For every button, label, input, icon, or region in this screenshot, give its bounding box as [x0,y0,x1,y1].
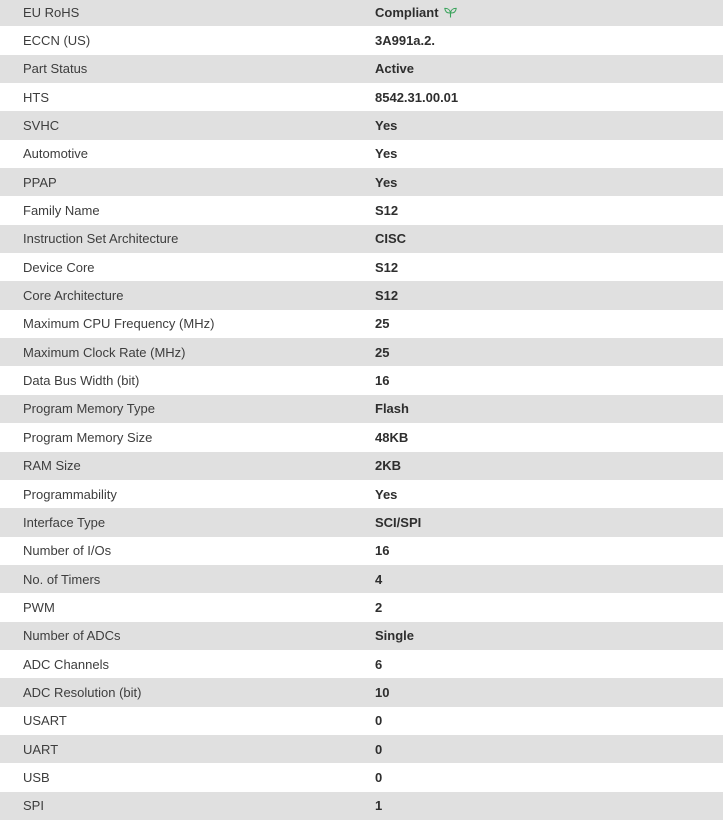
spec-row-timers [0,565,723,593]
spec-row-pwm [0,593,723,621]
spec-value: 25 [375,344,390,360]
spec-label: ECCN (US) [23,33,91,49]
spec-label: No. of Timers [23,571,101,587]
spec-row-device-core [0,253,723,281]
spec-row-interface-type [0,508,723,536]
spec-value: 4 [375,571,383,587]
spec-value: Yes [375,146,398,162]
spec-value: Single [375,628,415,644]
spec-row-ram-size [0,452,723,480]
spec-label: Device Core [23,259,95,275]
spec-value: CISC [375,231,407,247]
spec-value: S12 [375,288,399,304]
spec-row-usb [0,763,723,791]
spec-row-data-bus-width [0,366,723,394]
spec-row-core-architecture [0,281,723,309]
spec-value: 0 [375,741,383,757]
spec-row-instruction-set-architecture [0,225,723,253]
spec-value: 2KB [375,458,402,474]
spec-label: USB [23,769,50,785]
spec-value: S12 [375,203,399,219]
spec-row-number-of-adcs [0,622,723,650]
spec-row-part-status [0,55,723,83]
spec-value: S12 [375,259,399,275]
spec-label: Automotive [23,146,89,162]
spec-row-usart [0,707,723,735]
spec-row-max-cpu-frequency [0,310,723,338]
spec-row-programmability [0,480,723,508]
spec-value: 2 [375,599,383,615]
spec-value: 48KB [375,429,409,445]
spec-row-family-name [0,196,723,224]
spec-value: Yes [375,118,398,134]
spec-label: Maximum Clock Rate (MHz) [23,344,186,360]
spec-row-program-memory-type [0,395,723,423]
spec-value: 16 [375,373,390,389]
spec-value: 16 [375,543,390,559]
spec-value: Active [375,61,415,77]
spec-row-hts [0,83,723,111]
spec-row-eu-rohs [0,0,723,26]
spec-value: 25 [375,316,390,332]
spec-row-max-clock-rate [0,338,723,366]
spec-label: Part Status [23,61,88,77]
spec-value [375,0,723,26]
spec-label: PWM [23,599,55,615]
spec-row-adc-channels [0,650,723,678]
spec-value: 10 [375,684,390,700]
spec-value: Yes [375,174,398,190]
spec-label: RAM Size [23,458,81,474]
spec-label: ADC Channels [23,656,109,672]
spec-label: PPAP [23,174,57,190]
spec-label: Core Architecture [23,288,124,304]
spec-label: Family Name [23,203,100,219]
spec-label: HTS [23,89,49,105]
spec-row-adc-resolution [0,678,723,706]
spec-label: Number of I/Os [23,543,112,559]
spec-label: Program Memory Type [23,401,155,417]
spec-value: 1 [375,798,383,814]
spec-value: Yes [375,486,398,502]
spec-value: 8542.31.00.01 [375,89,459,105]
spec-label: ADC Resolution (bit) [23,684,142,700]
spec-label: Program Memory Size [23,429,153,445]
spec-label: Number of ADCs [23,628,121,644]
spec-value-text: Compliant [375,4,439,20]
spec-value: 3A991a.2. [375,33,435,49]
spec-row-ppap [0,168,723,196]
spec-row-uart [0,735,723,763]
spec-label: Data Bus Width (bit) [23,373,140,389]
spec-label: EU RoHS [23,4,80,20]
spec-row-number-of-ios [0,537,723,565]
spec-row-svhc [0,111,723,139]
spec-value: Flash [375,401,409,417]
spec-label: Instruction Set Architecture [23,231,179,247]
spec-label: UART [23,741,59,757]
leaf-icon [444,7,457,18]
spec-label: USART [23,713,67,729]
spec-value: 0 [375,713,383,729]
spec-row-automotive [0,140,723,168]
spec-label: Programmability [23,486,117,502]
spec-row-spi [0,792,723,820]
spec-value: SCI/SPI [375,514,422,530]
spec-value: 0 [375,769,383,785]
spec-value: 6 [375,656,383,672]
spec-label: SVHC [23,118,60,134]
spec-row-eccn [0,26,723,54]
spec-row-program-memory-size [0,423,723,451]
spec-label: Maximum CPU Frequency (MHz) [23,316,215,332]
spec-label: Interface Type [23,514,106,530]
spec-label: SPI [23,798,44,814]
